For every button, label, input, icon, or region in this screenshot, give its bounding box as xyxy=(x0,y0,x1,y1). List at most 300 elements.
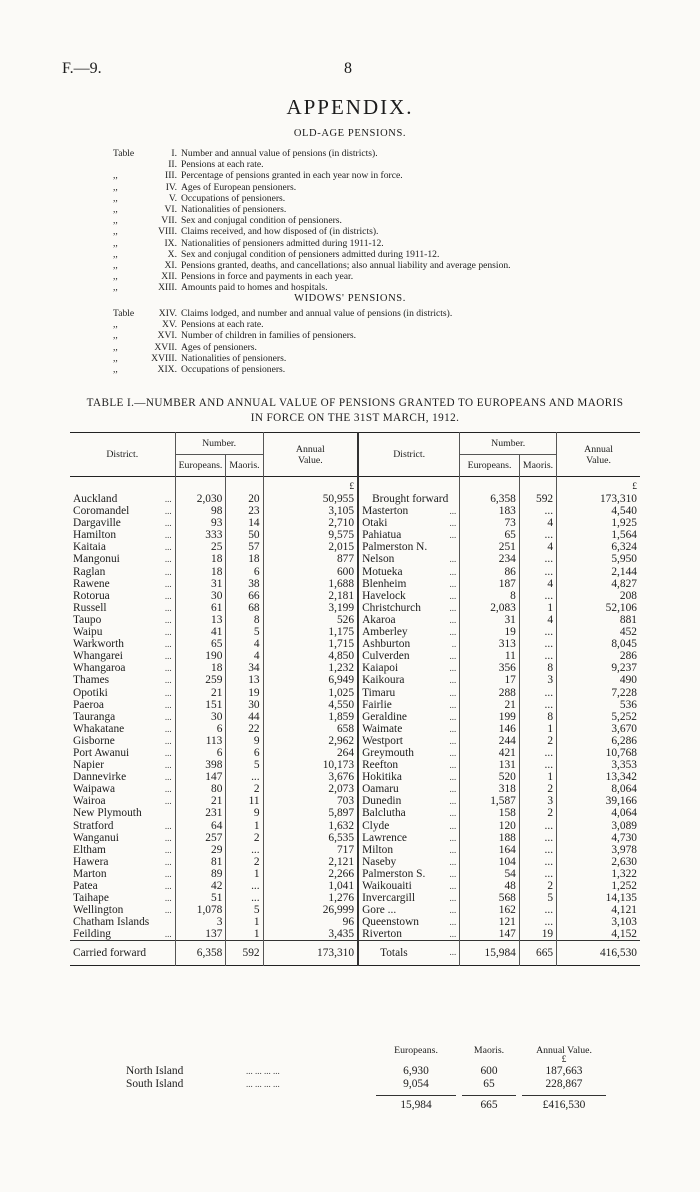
leader-dots: ... xyxy=(449,844,457,855)
district-name-left: Russell xyxy=(73,601,107,614)
toc-number: XV. xyxy=(161,319,177,331)
annual-value-left: 1,276 xyxy=(263,892,358,904)
toc-prefix: ,, xyxy=(113,237,118,249)
district-cell-left xyxy=(70,795,175,807)
col-number-left: Number. xyxy=(175,433,263,455)
totals-maoris: 665 xyxy=(519,941,556,966)
maoris-right: ... xyxy=(519,566,556,578)
district-right-wrap xyxy=(362,566,456,578)
toc-prefix: ,, xyxy=(113,364,118,376)
annual-value-left: 4,550 xyxy=(263,699,358,711)
europeans-left: 41 xyxy=(175,626,226,638)
leader-dots: ... xyxy=(164,639,172,650)
europeans-left: 257 xyxy=(175,832,226,844)
europeans-right: 188 xyxy=(460,832,520,844)
leader-dots: ... xyxy=(449,663,457,674)
leader-dots: ... xyxy=(164,542,172,553)
table-row xyxy=(70,590,640,602)
europeans-left: 93 xyxy=(175,517,226,529)
toc-number: XI. xyxy=(164,260,177,272)
district-left-wrap xyxy=(73,650,172,662)
district-right-wrap xyxy=(362,723,456,735)
europeans-left: 190 xyxy=(175,650,226,662)
maoris-right: 3 xyxy=(519,795,556,807)
toc-entry xyxy=(113,308,452,319)
europeans-left: 259 xyxy=(175,674,226,686)
maoris-left: 34 xyxy=(226,662,263,674)
europeans-right: 2,083 xyxy=(460,602,520,614)
district-left-wrap xyxy=(73,928,172,940)
leader-dots: ... xyxy=(449,856,457,867)
maoris-right: ... xyxy=(519,529,556,541)
district-cell-left xyxy=(70,662,175,674)
leader-dots: ... xyxy=(164,627,172,638)
europeans-right: 164 xyxy=(460,844,520,856)
annual-value-right: 1,925 xyxy=(611,517,637,530)
col-district-left: District. xyxy=(70,433,175,477)
district-name-right: Riverton xyxy=(362,928,402,941)
district-cell-right xyxy=(358,868,460,880)
leader-dots: ... xyxy=(449,784,457,795)
district-left-wrap xyxy=(73,493,172,505)
district-left-wrap xyxy=(73,807,172,819)
district-right-wrap xyxy=(362,541,456,553)
district-name-right: Naseby xyxy=(362,855,397,868)
toc-description: Pensions in force and payments in each year. xyxy=(181,271,354,283)
district-cell-left xyxy=(70,517,175,529)
leader-dots: ... xyxy=(449,808,457,819)
district-name-left: Port Awanui xyxy=(73,746,130,759)
maoris-right: ... xyxy=(519,638,556,650)
annual-value-right: 4,730 xyxy=(611,831,637,844)
district-cell-right xyxy=(358,904,460,916)
table-row xyxy=(70,916,640,928)
maoris-right: ... xyxy=(519,699,556,711)
annual-value-right: 490 xyxy=(619,674,637,687)
table-row xyxy=(70,844,640,856)
leader-dots: ... xyxy=(449,602,457,613)
district-name-left: Napier xyxy=(73,759,104,772)
leader-dots: .. xyxy=(451,639,457,650)
district-cell-right xyxy=(358,832,460,844)
maoris-right: 19 xyxy=(519,928,556,941)
europeans-right: 568 xyxy=(460,892,520,904)
annual-value-right: 1,322 xyxy=(611,867,637,880)
district-name-left: Taupo xyxy=(73,613,102,626)
maoris-left: 20 xyxy=(226,493,263,505)
maoris-left: 2 xyxy=(226,856,263,868)
toc-number: V. xyxy=(168,192,177,204)
district-right-wrap xyxy=(362,807,456,819)
toc-entry xyxy=(113,238,511,249)
annual-value-left: 50,955 xyxy=(263,493,358,505)
annual-value-left: 877 xyxy=(263,553,358,565)
europeans-right: 318 xyxy=(460,783,520,795)
europeans-left: 30 xyxy=(175,711,226,723)
district-cell-right xyxy=(358,626,460,638)
district-cell-right xyxy=(358,590,460,602)
summary-dots: ... ... ... ... xyxy=(246,1079,280,1089)
maoris-left: 2 xyxy=(226,832,263,844)
leader-dots: ... xyxy=(164,602,172,613)
toc-entry xyxy=(113,282,511,293)
district-right-wrap xyxy=(362,892,456,904)
toc-number: XIV. xyxy=(158,308,177,319)
district-left-wrap xyxy=(73,566,172,578)
table-row xyxy=(70,505,640,517)
table-row xyxy=(70,904,640,916)
col-annual-right xyxy=(557,433,640,477)
maoris-left: 14 xyxy=(226,517,263,529)
district-left-wrap xyxy=(73,614,172,626)
maoris-right: ... xyxy=(519,626,556,638)
annual-value-left: 2,015 xyxy=(263,541,358,553)
toc-number: I. xyxy=(171,148,177,159)
toc-entry xyxy=(113,319,452,330)
europeans-right: 162 xyxy=(460,904,520,916)
europeans-right: 313 xyxy=(460,638,520,650)
maoris-left: 19 xyxy=(226,687,263,699)
district-right-wrap xyxy=(362,590,456,602)
toc-number: XVI. xyxy=(157,330,177,342)
annual-value-left: 3,435 xyxy=(263,928,358,941)
maoris-right: ... xyxy=(519,844,556,856)
annual-value-right: 4,827 xyxy=(611,577,637,590)
district-left-wrap xyxy=(73,590,172,602)
district-name-left: Hawera xyxy=(73,855,109,868)
district-cell-left xyxy=(70,892,175,904)
maoris-right: 2 xyxy=(519,880,556,892)
toc-description: Nationalities of pensioners admitted during 1911-12. xyxy=(181,237,384,249)
maoris-left: 44 xyxy=(226,711,263,723)
district-name-right: Timaru xyxy=(362,686,396,699)
annual-value-right: 3,978 xyxy=(611,843,637,856)
col-number-right: Number. xyxy=(460,433,557,455)
table-row xyxy=(70,892,640,904)
district-cell-left xyxy=(70,844,175,856)
district-left-wrap xyxy=(73,844,172,856)
summary-total-europeans: 15,984 xyxy=(376,1095,456,1111)
annual-value-right: 8,064 xyxy=(611,783,637,796)
toc-entry xyxy=(113,260,511,271)
district-cell-right xyxy=(358,783,460,795)
district-cell-left xyxy=(70,928,175,941)
europeans-left: 21 xyxy=(175,687,226,699)
europeans-right: 234 xyxy=(460,553,520,565)
leader-dots: ... xyxy=(449,566,457,577)
annual-value-left: 4,850 xyxy=(263,650,358,662)
maoris-left: 1 xyxy=(226,916,263,928)
toc-description: Ages of European pensioners. xyxy=(181,181,297,193)
toc-description: Ages of pensioners. xyxy=(181,341,257,353)
district-left-wrap xyxy=(73,723,172,735)
value-label: Value. xyxy=(586,454,611,466)
leader-dots: ... xyxy=(164,929,172,940)
document-code: F.—9. xyxy=(62,60,102,77)
maoris-left: 5 xyxy=(226,626,263,638)
district-name-left: Coromandel xyxy=(73,505,130,518)
annual-value-right: 2,630 xyxy=(611,855,637,868)
district-name-right: Hokitika xyxy=(362,771,402,784)
toc-number: III. xyxy=(165,170,177,182)
leader-dots: ... xyxy=(164,735,172,746)
maoris-left: 1 xyxy=(226,820,263,832)
district-right-wrap xyxy=(362,614,456,626)
district-name-left: Wanganui xyxy=(73,831,119,844)
district-name-left: Chatham Islands xyxy=(73,916,150,929)
district-left-wrap xyxy=(73,892,172,904)
annual-value-left: 3,105 xyxy=(263,505,358,517)
district-left-wrap xyxy=(73,904,172,916)
district-name-left: Thames xyxy=(73,674,110,687)
col-maoris-right: Maoris. xyxy=(519,455,556,477)
table-row xyxy=(70,795,640,807)
annual-value-left: 600 xyxy=(263,566,358,578)
district-left-wrap xyxy=(73,747,172,759)
europeans-left: 398 xyxy=(175,759,226,771)
summary-value: 187,663 xyxy=(545,1065,583,1077)
leader-dots: ... xyxy=(164,820,172,831)
district-right-wrap xyxy=(362,856,456,868)
europeans-right: 147 xyxy=(460,928,520,941)
district-name-left: Stratford xyxy=(73,819,114,832)
district-right-wrap xyxy=(362,904,456,916)
maoris-right: 8 xyxy=(519,711,556,723)
district-name-left: Raglan xyxy=(73,565,106,578)
maoris-right: 2 xyxy=(519,783,556,795)
maoris-left: ... xyxy=(226,880,263,892)
district-cell-right xyxy=(358,566,460,578)
toc-description: Occupations of pensioners. xyxy=(181,364,286,376)
district-name-right: Ashburton xyxy=(362,638,411,651)
europeans-right: 131 xyxy=(460,759,520,771)
district-cell-left xyxy=(70,529,175,541)
table-row xyxy=(70,566,640,578)
toc-number: II. xyxy=(168,159,177,171)
annual-value-right: 1,252 xyxy=(611,880,637,892)
leader-dots: ... xyxy=(164,784,172,795)
district-cell-right xyxy=(358,747,460,759)
district-name-right: Lawrence xyxy=(362,831,407,844)
old-age-heading: OLD-AGE PENSIONS. xyxy=(293,128,407,139)
district-left-wrap xyxy=(73,783,172,795)
maoris-right: ... xyxy=(519,820,556,832)
district-name-right: Palmerston N. xyxy=(362,541,428,554)
annual-value-right: 39,166 xyxy=(605,795,637,808)
district-cell-right xyxy=(358,820,460,832)
district-right-wrap xyxy=(362,626,456,638)
leader-dots: ... xyxy=(449,723,457,734)
table-caption-line2: IN FORCE ON THE 31ST MARCH, 1912. xyxy=(250,412,460,424)
district-cell-right xyxy=(358,844,460,856)
district-cell-left xyxy=(70,832,175,844)
district-left-wrap xyxy=(73,517,172,529)
district-name-right: Christchurch xyxy=(362,601,421,614)
district-left-wrap xyxy=(73,759,172,771)
toc-number: VIII. xyxy=(158,226,177,238)
district-right-wrap xyxy=(362,687,456,699)
district-cell-right xyxy=(358,650,460,662)
district-right-wrap xyxy=(362,759,456,771)
europeans-left: 113 xyxy=(175,735,226,747)
leader-dots: ... xyxy=(164,663,172,674)
district-name-right: Geraldine xyxy=(362,710,407,723)
toc-prefix: ,, xyxy=(113,271,118,283)
annual-value-right: 3,353 xyxy=(611,759,637,772)
district-right-wrap xyxy=(362,505,456,517)
annual-value-right: 9,237 xyxy=(611,662,637,675)
district-name-left: Gisborne xyxy=(73,734,115,747)
district-name-left: Dargaville xyxy=(73,517,121,530)
district-left-wrap xyxy=(73,699,172,711)
maoris-right: ... xyxy=(519,687,556,699)
leader-dots: ... xyxy=(164,518,172,529)
district-name-right: Otaki xyxy=(362,517,388,530)
district-right-wrap xyxy=(362,832,456,844)
totals-label: Totals xyxy=(380,947,408,960)
district-right-wrap xyxy=(362,783,456,795)
district-cell-left xyxy=(70,505,175,517)
district-cell-right xyxy=(358,578,460,590)
europeans-right: 288 xyxy=(460,687,520,699)
toc-description: Percentage of pensions granted in each year now in force. xyxy=(181,170,403,182)
table-row xyxy=(70,517,640,529)
toc-entry xyxy=(113,364,452,375)
page-number: 8 xyxy=(344,60,352,77)
annual-value-right: 173,310 xyxy=(599,493,637,505)
summary-total-maoris: 665 xyxy=(462,1095,516,1111)
district-right-wrap xyxy=(362,529,456,541)
table-row xyxy=(70,856,640,868)
table-row xyxy=(70,868,640,880)
district-left-wrap xyxy=(73,820,172,832)
toc-number: XVII. xyxy=(154,341,177,353)
leader-dots: ... xyxy=(164,832,172,843)
annual-value-left: 26,999 xyxy=(263,904,358,916)
annual-value-right: 3,103 xyxy=(611,916,637,929)
europeans-left: 6 xyxy=(175,723,226,735)
maoris-right: 4 xyxy=(519,614,556,626)
europeans-right: 104 xyxy=(460,856,520,868)
europeans-left: 31 xyxy=(175,578,226,590)
col-europeans-right: Europeans. xyxy=(460,455,520,477)
leader-dots: ... xyxy=(449,711,457,722)
district-cell-left xyxy=(70,807,175,819)
district-left-wrap xyxy=(73,687,172,699)
district-cell-right xyxy=(358,771,460,783)
pensions-table xyxy=(70,432,640,966)
europeans-left: 3 xyxy=(175,916,226,928)
toc-description: Amounts paid to homes and hospitals. xyxy=(181,282,328,294)
toc-prefix: ,, xyxy=(113,226,118,238)
annual-value-left: 2,121 xyxy=(263,856,358,868)
maoris-left: 4 xyxy=(226,650,263,662)
leader-dots: ... xyxy=(164,881,172,891)
toc-prefix: Table xyxy=(113,308,135,319)
leader-dots: ... xyxy=(449,578,457,589)
europeans-left: 61 xyxy=(175,602,226,614)
maoris-left: 30 xyxy=(226,699,263,711)
district-cell-right xyxy=(358,916,460,928)
table-row xyxy=(70,832,640,844)
leader-dots: ... xyxy=(449,590,457,601)
district-right-wrap xyxy=(362,517,456,529)
europeans-right: 251 xyxy=(460,541,520,553)
district-name-right: Waikouaiti xyxy=(362,880,412,892)
maoris-left: 1 xyxy=(226,928,263,941)
toc-description: Pensions at each rate. xyxy=(181,319,264,331)
maoris-left: 66 xyxy=(226,590,263,602)
district-right-wrap xyxy=(362,844,456,856)
district-name-right: Havelock xyxy=(362,589,406,602)
district-name-left: Patea xyxy=(73,880,98,892)
district-left-wrap xyxy=(73,638,172,650)
leader-dots: ... xyxy=(449,735,457,746)
toc-number: XVIII. xyxy=(151,352,177,364)
toc-prefix: ,, xyxy=(113,204,118,216)
district-cell-right xyxy=(358,928,460,941)
annual-value-right: 4,540 xyxy=(611,505,637,518)
island-summary xyxy=(126,1045,606,1111)
maoris-left: 22 xyxy=(226,723,263,735)
annual-value-left: 1,175 xyxy=(263,626,358,638)
summary-row xyxy=(126,1065,606,1078)
table-row xyxy=(70,650,640,662)
district-name-right: Clyde xyxy=(362,819,390,832)
maoris-left: 68 xyxy=(226,602,263,614)
annual-value-right: 5,252 xyxy=(611,710,637,723)
europeans-right: 54 xyxy=(460,868,520,880)
district-name-right: Balclutha xyxy=(362,807,406,820)
district-cell-left xyxy=(70,614,175,626)
widows-table-list xyxy=(113,308,452,375)
district-name-right: Fairlie xyxy=(362,698,392,711)
europeans-right: 48 xyxy=(460,880,520,892)
col-annual-left xyxy=(263,433,358,477)
toc-entry xyxy=(113,353,452,364)
annual-value-left: 6,949 xyxy=(263,674,358,686)
toc-entry xyxy=(113,271,511,282)
district-cell-left xyxy=(70,553,175,565)
maoris-right: ... xyxy=(519,505,556,517)
maoris-left: 38 xyxy=(226,578,263,590)
maoris-right: 2 xyxy=(519,807,556,819)
district-name-right: Waimate xyxy=(362,722,403,735)
summary-label: South Island xyxy=(126,1078,184,1090)
district-cell-left xyxy=(70,759,175,771)
table-row xyxy=(70,723,640,735)
europeans-left: 18 xyxy=(175,566,226,578)
totals-value: 416,530 xyxy=(599,947,637,960)
toc-prefix: Table xyxy=(113,148,135,159)
toc-prefix: ,, xyxy=(113,260,118,272)
annual-value-right: 7,228 xyxy=(611,686,637,699)
district-name-left: Dannevirke xyxy=(73,771,127,784)
district-cell-right xyxy=(358,759,460,771)
district-cell-right xyxy=(358,517,460,529)
district-cell-right xyxy=(358,687,460,699)
europeans-left: 29 xyxy=(175,844,226,856)
maoris-right: ... xyxy=(519,650,556,662)
annual-value-left: 1,232 xyxy=(263,662,358,674)
maoris-right: 4 xyxy=(519,517,556,529)
toc-entry xyxy=(113,193,511,204)
annual-value-right: 5,950 xyxy=(611,553,637,566)
district-name-left: Wellington xyxy=(73,904,124,917)
leader-dots: ... xyxy=(449,796,457,807)
district-cell-right xyxy=(358,723,460,735)
leader-dots: ... xyxy=(164,687,172,698)
